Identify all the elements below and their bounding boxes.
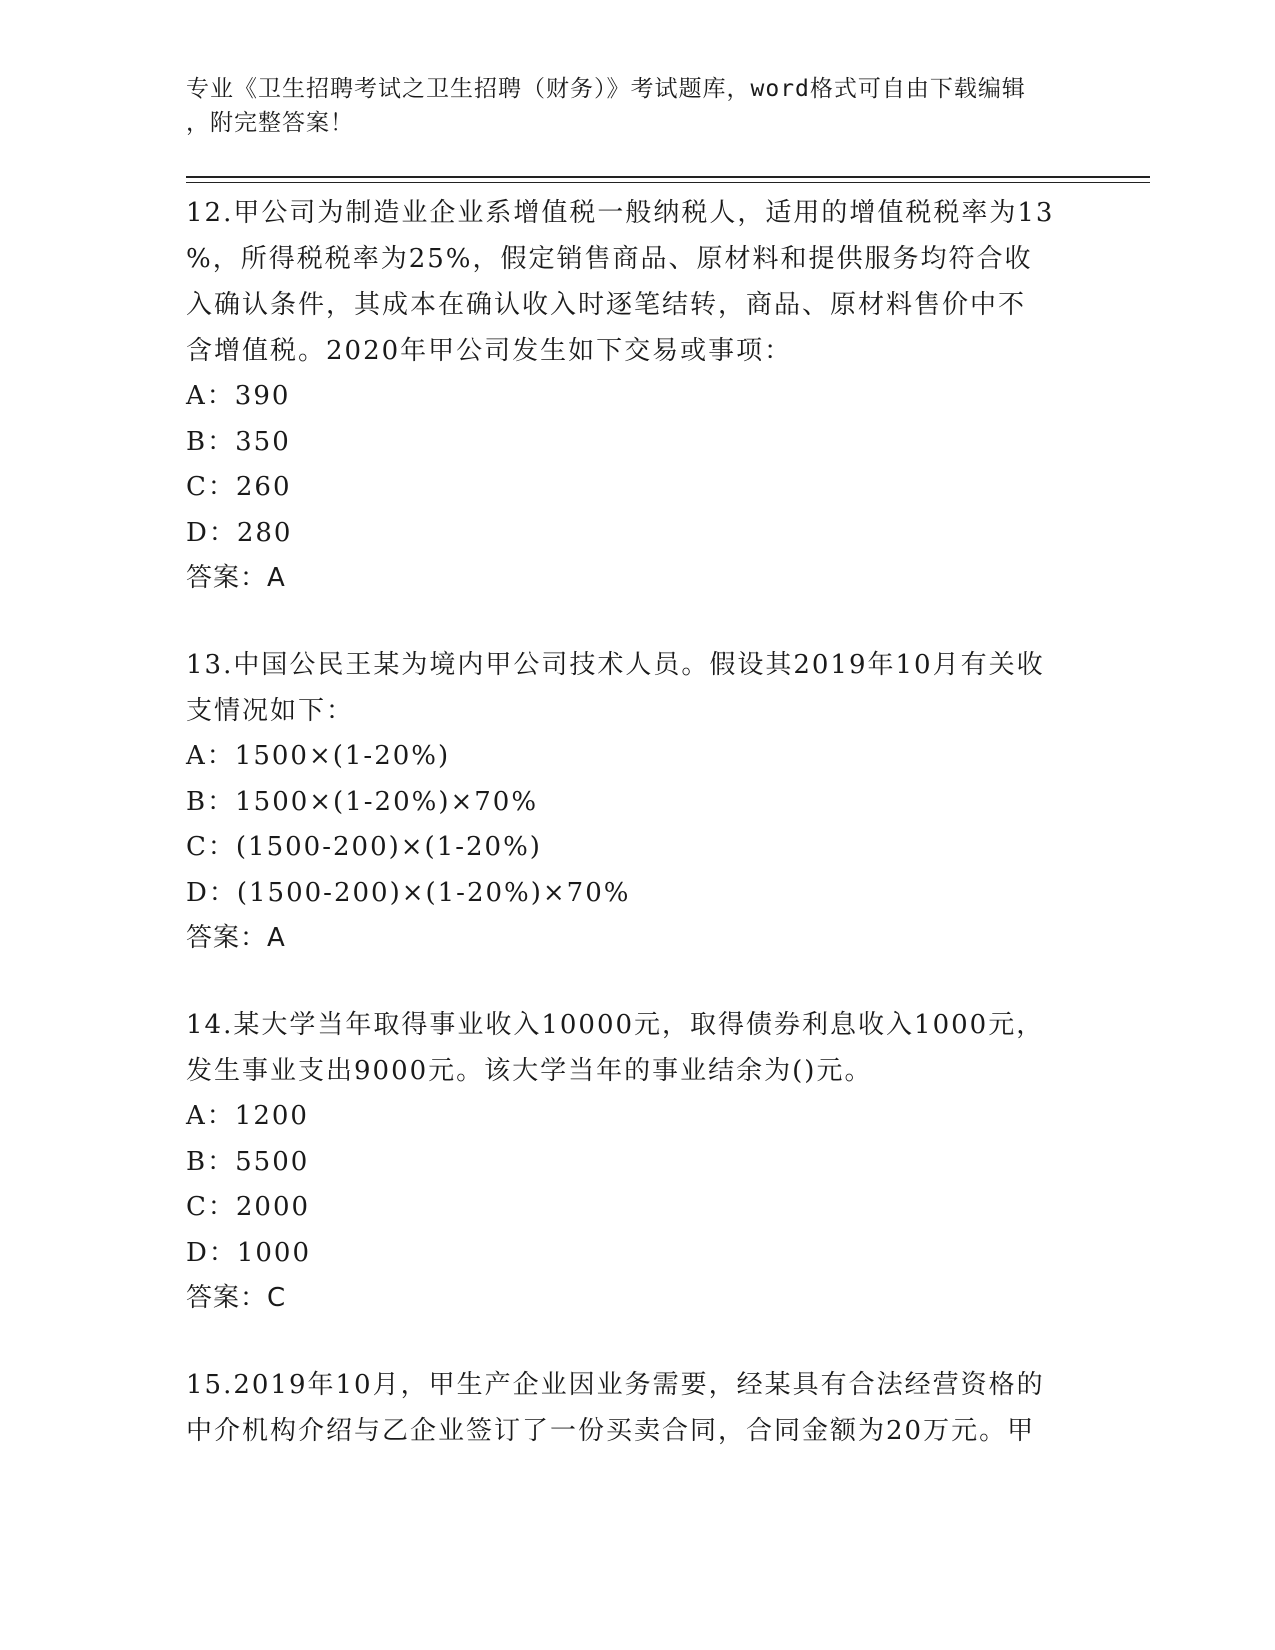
option-b: B：5500: [186, 1146, 310, 1177]
option-c: C：2000: [186, 1192, 311, 1222]
question-stem-line: 含增值税。2020年甲公司发生如下交易或事项：: [186, 336, 793, 366]
option-c: C：(1500-200)×(1-20%): [186, 832, 542, 862]
question-stem-line: 支情况如下：: [186, 696, 355, 726]
question-spacer: [186, 961, 1086, 1002]
question-stem-line: 12.甲公司为制造业企业系增值税一般纳税人，适用的增值税税率为13: [186, 198, 1055, 228]
header-line-2: ，附完整答案！: [186, 110, 354, 136]
option-a: A：390: [186, 381, 291, 411]
question-spacer: [186, 1321, 1086, 1362]
option-d: D：280: [186, 517, 293, 548]
question-stem-line: 13.中国公民王某为境内甲公司技术人员。假设其2019年10月有关收: [186, 650, 1045, 680]
question-13: [186, 642, 1086, 961]
option-b: B：350: [186, 426, 291, 457]
header-divider-bottom: [186, 182, 1150, 183]
question-14: [186, 1002, 1086, 1321]
document-header: [186, 72, 1066, 140]
question-stem-line: 发生事业支出9000元。该大学当年的事业结余为()元。: [186, 1056, 873, 1086]
question-stem-line: 15.2019年10月，甲生产企业因业务需要，经某具有合法经营资格的: [186, 1370, 1045, 1400]
question-spacer: [186, 601, 1086, 642]
header-line-1: 专业《卫生招聘考试之卫生招聘（财务）》考试题库，word格式可自由下载编辑: [186, 76, 1026, 102]
answer-line: 答案：A: [186, 923, 286, 953]
question-stem-line: 入确认条件，其成本在确认收入时逐笔结转，商品、原材料售价中不: [186, 290, 1027, 320]
answer-line: 答案：C: [186, 1283, 287, 1313]
option-a: A：1200: [186, 1101, 309, 1131]
header-divider-top: [186, 176, 1150, 178]
question-list: [186, 190, 1086, 1454]
question-stem-line: 中介机构介绍与乙企业签订了一份买卖合同，合同金额为20万元。甲: [186, 1416, 1036, 1446]
option-b: B：1500×(1-20%)×70%: [186, 786, 539, 817]
question-12: [186, 190, 1086, 601]
question-stem-line: %，所得税税率为25%，假定销售商品、原材料和提供服务均符合收: [186, 244, 1033, 274]
question-15: [186, 1362, 1086, 1454]
option-d: D：(1500-200)×(1-20%)×70%: [186, 877, 631, 908]
option-a: A：1500×(1-20%): [186, 741, 451, 771]
question-stem-line: 14.某大学当年取得事业收入10000元，取得债券利息收入1000元，: [186, 1010, 1045, 1040]
option-c: C：260: [186, 472, 292, 502]
answer-line: 答案：A: [186, 563, 286, 593]
option-d: D：1000: [186, 1237, 312, 1268]
